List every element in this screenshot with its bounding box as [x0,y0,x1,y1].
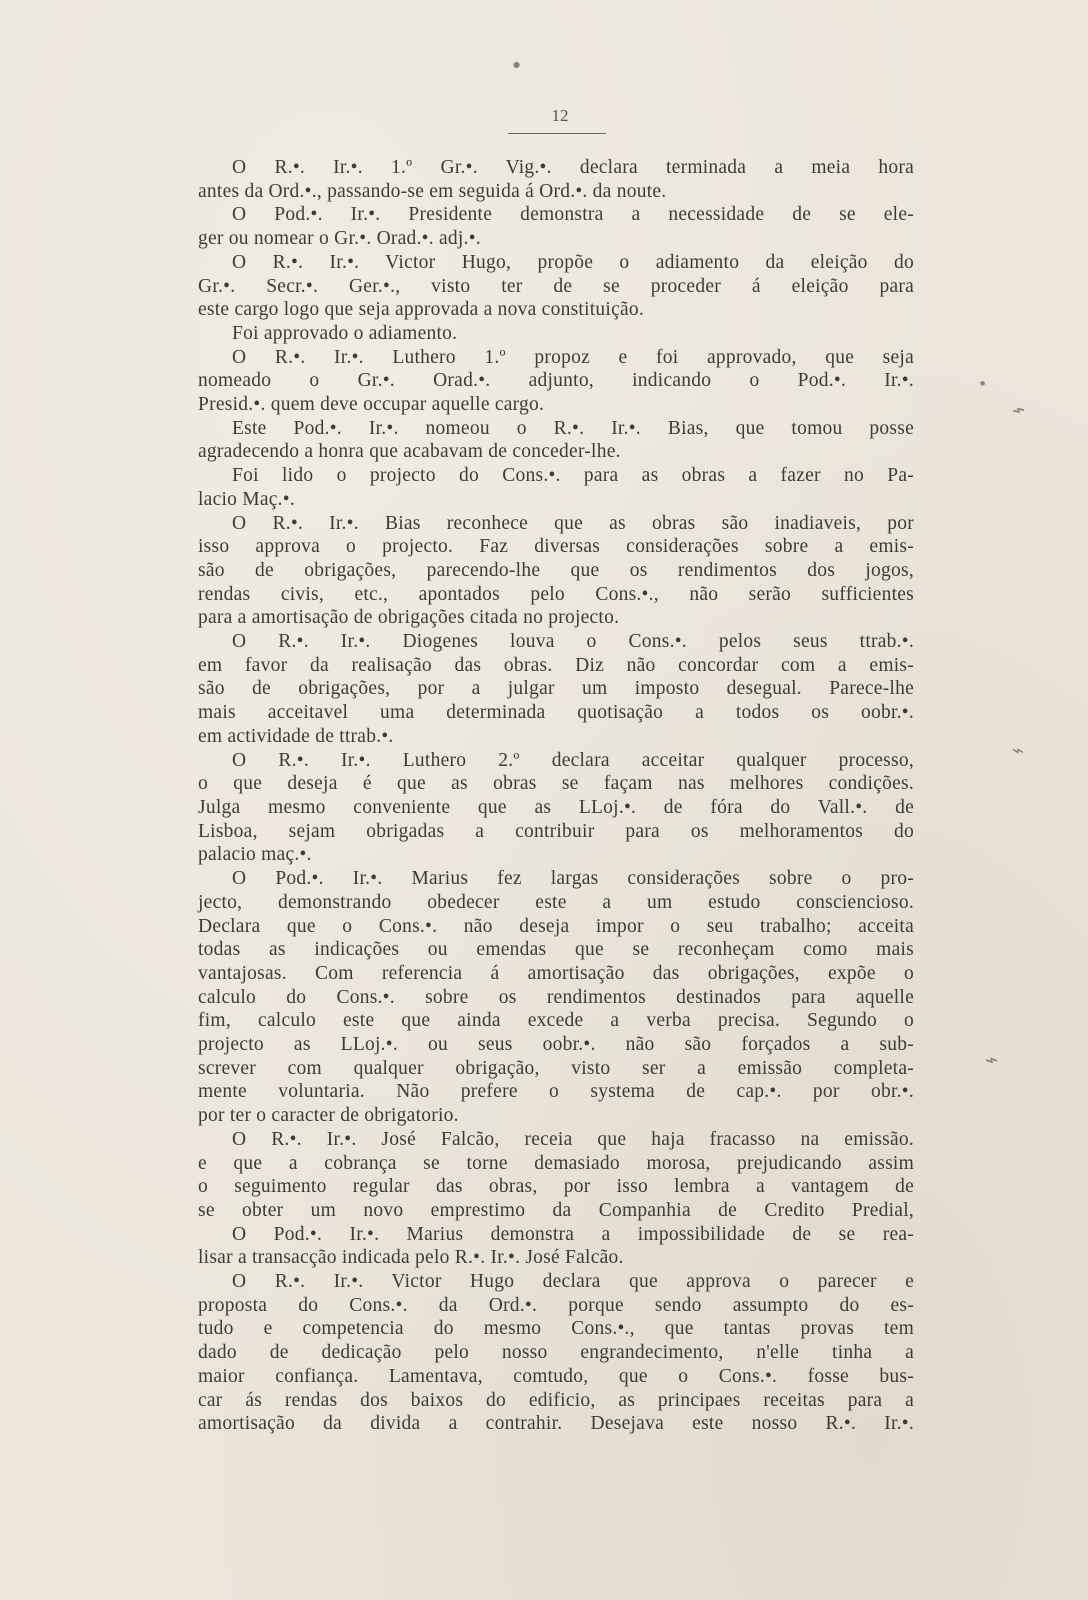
text-line: lisar a transacção indicada pelo R.•. Ir.•. José Falcão. [198,1247,624,1269]
text-line: todas as indicações ou emendas que se reconheçam como mais [198,939,914,961]
text-line: O R.•. Ir.•. Diogenes louva o Cons.•. pelos seus ttrab.•. [232,631,914,653]
text-line: Julga mesmo conveniente que as LLoj.•. de fóra do Vall.•. de [198,796,914,818]
speck-mark: ● [513,60,520,69]
text-line: Este Pod.•. Ir.•. nomeou o R.•. Ir.•. Bias, que tomou posse [232,417,914,439]
text-line: Gr.•. Secr.•. Ger.•., visto ter de se proceder á eleição para [198,275,914,297]
text-line: proposta do Cons.•. da Ord.•. porque sendo assumpto do es- [198,1294,914,1316]
text-line: jecto, demonstrando obedecer este a um estudo consciencioso. [198,891,914,913]
text-line: O R.•. Ir.•. Bias reconhece que as obras são inadiaveis, por [232,512,914,534]
text-line: Foi approvado o adiamento. [232,322,458,344]
text-line: O Pod.•. Ir.•. Marius demonstra a impossibilidade de se rea- [232,1223,914,1245]
speck-mark: ● [980,380,986,387]
text-line: palacio maç.•. [198,844,312,866]
text-line: O R.•. Ir.•. Luthero 2.º declara acceitar qualquer processo, [232,749,914,771]
text-line: são de obrigações, por a julgar um imposto desegual. Parece-lhe [198,678,914,700]
text-line: O R.•. Ir.•. Victor Hugo, propõe o adiamento da eleição do [232,251,914,273]
page-number: 12 [551,106,569,125]
text-line: ger ou nomear o Gr.•. Orad.•. adj.•. [198,228,481,250]
text-line: antes da Ord.•., passando-se em seguida á Ord.•. da noute. [198,180,667,202]
text-line: nomeado o Gr.•. Orad.•. adjunto, indicando o Pod.•. Ir.•. [198,370,914,392]
text-line: mais acceitavel uma determinada quotisação a todos os oobr.•. [198,702,914,724]
text-line: screver com qualquer obrigação, visto ser a emissão completa- [198,1057,914,1079]
text-line: calculo do Cons.•. sobre os rendimentos destinados para aquelle [198,986,914,1008]
text-line: tudo e competencia do mesmo Cons.•., que tantas provas tem [198,1318,914,1340]
text-line: amortisação da divida a contrahir. Desejava este nosso R.•. Ir.•. [198,1413,914,1435]
text-line: para a amortisação de obrigações citada no projecto. [198,607,620,629]
margin-smudge-mark: ⌁ [982,1046,1001,1075]
text-line: fim, calculo este que ainda excede a verba precisa. Segundo o [198,1010,914,1032]
margin-smudge-mark: ⌁ [1012,738,1025,762]
text-line: mente voluntaria. Não prefere o systema de cap.•. por obr.•. [198,1081,914,1103]
text-line: O R.•. Ir.•. 1.º Gr.•. Vig.•. declara terminada a meia hora [232,157,914,178]
text-line: em favor da realisação das obras. Diz não concordar com a emis- [198,654,914,676]
text-line: o que deseja é que as obras se façam nas melhores condições. [198,773,914,795]
text-line: lacio Maç.•. [198,488,295,510]
text-line: Presid.•. quem deve occupar aquelle cargo. [198,394,545,416]
text-line: agradecendo a honra que acabavam de conceder-lhe. [198,441,621,463]
page-number-rule [508,133,606,134]
margin-smudge-mark: ⌁ [1008,396,1030,425]
text-line: car ás rendas dos baixos do edificio, as principaes receitas para a [198,1389,914,1411]
text-line: o seguimento regular das obras, por isso lembra a vantagem de [198,1176,914,1198]
text-line: são de obrigações, parecendo-lhe que os rendimentos dos jogos, [198,559,914,581]
text-line: em actividade de ttrab.•. [198,725,394,747]
text-line: rendas civis, etc., apontados pelo Cons.•., não serão sufficientes [198,583,914,605]
text-line: O Pod.•. Ir.•. Presidente demonstra a necessidade de se ele- [232,204,914,226]
text-line: vantajosas. Com referencia á amortisação das obrigações, expõe o [198,962,914,984]
text-line: O R.•. Ir.•. José Falcão, receia que haja fracasso na emissão. [232,1128,914,1150]
text-line: projecto as LLoj.•. ou seus oobr.•. não são forçados a sub- [198,1034,914,1056]
text-line: Lisboa, sejam obrigadas a contribuir para os melhoramentos do [198,820,914,842]
text-line: Declara que o Cons.•. não deseja impor o seu trabalho; acceita [198,915,914,937]
text-line: O Pod.•. Ir.•. Marius fez largas considerações sobre o pro- [232,868,914,890]
text-line: O R.•. Ir.•. Victor Hugo declara que approva o parecer e [232,1271,914,1293]
text-line: O R.•. Ir.•. Luthero 1.º propoz e foi approvado, que seja [232,346,914,368]
body-text [198,156,914,1436]
text-line: isso approva o projecto. Faz diversas considerações sobre a emis- [198,536,914,558]
text-line: maior confiança. Lamentava, comtudo, que o Cons.•. fosse bus- [198,1365,914,1387]
text-line: por ter o caracter de obrigatorio. [198,1105,459,1127]
text-line: e que a cobrança se torne demasiado morosa, prejudicando assim [198,1152,914,1174]
text-line: este cargo logo que seja approvada a nova constituição. [198,299,645,321]
text-line: dado de dedicação pelo nosso engrandecimento, n'elle tinha a [198,1342,914,1364]
text-line: Foi lido o projecto do Cons.•. para as obras a fazer no Pa- [232,465,914,487]
text-line: se obter um novo emprestimo da Companhia de Credito Predial, [198,1199,914,1221]
